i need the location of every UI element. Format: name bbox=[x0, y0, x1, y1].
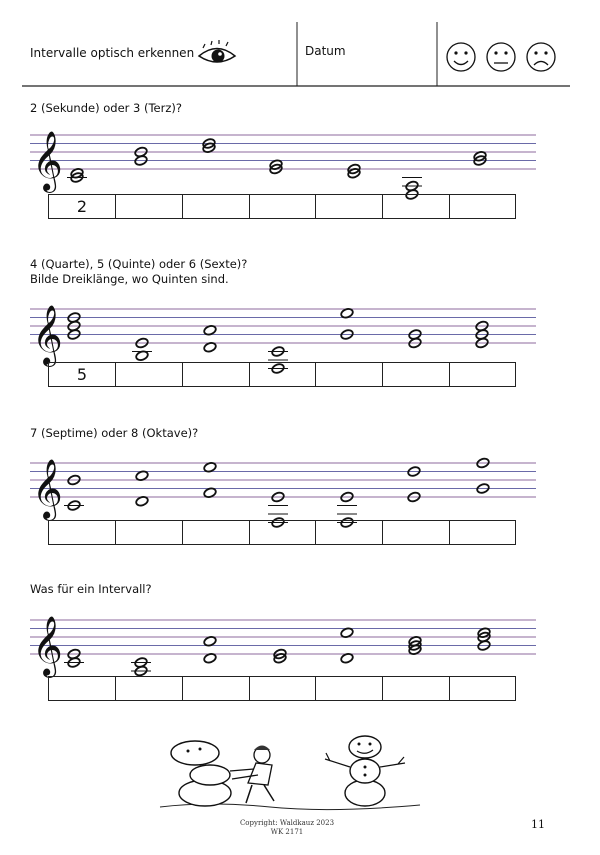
note-chord bbox=[477, 627, 491, 651]
answer-box[interactable] bbox=[250, 521, 317, 544]
answer-box[interactable] bbox=[49, 677, 116, 700]
note-chord bbox=[408, 329, 422, 349]
answer-box[interactable] bbox=[450, 195, 517, 218]
answer-box[interactable] bbox=[116, 677, 183, 700]
page-number: 11 bbox=[531, 818, 545, 831]
worksheet-title: Intervalle optisch erkennen bbox=[30, 46, 195, 60]
note-chord bbox=[131, 657, 151, 677]
answer-row bbox=[48, 676, 516, 701]
answer-box[interactable] bbox=[250, 677, 317, 700]
treble-clef-icon: 𝄞 bbox=[32, 459, 63, 519]
treble-clef-icon: 𝄞 bbox=[32, 616, 63, 676]
date-label: Datum bbox=[305, 44, 346, 58]
answer-box[interactable] bbox=[316, 677, 383, 700]
answer-box[interactable] bbox=[49, 521, 116, 544]
answer-box[interactable] bbox=[183, 195, 250, 218]
note-chord bbox=[408, 635, 422, 655]
answer-row bbox=[48, 362, 516, 387]
answer-box[interactable] bbox=[316, 521, 383, 544]
treble-clef-icon: 𝄞 bbox=[32, 131, 63, 191]
question-line: Was für ein Intervall? bbox=[30, 582, 152, 596]
answer-box[interactable] bbox=[383, 521, 450, 544]
copyright bbox=[0, 819, 574, 837]
note-chord bbox=[269, 159, 283, 175]
answer-box[interactable] bbox=[250, 195, 317, 218]
note-chord bbox=[64, 648, 84, 668]
answer-box[interactable] bbox=[383, 195, 450, 218]
answer-box[interactable] bbox=[183, 677, 250, 700]
copyright-line-1: Copyright: Waldkauz 2023 bbox=[239, 819, 335, 827]
answer-box[interactable] bbox=[316, 363, 383, 386]
note-chord bbox=[340, 307, 354, 340]
answer-box[interactable] bbox=[450, 363, 517, 386]
answer-box[interactable] bbox=[116, 195, 183, 218]
answer-box[interactable] bbox=[383, 677, 450, 700]
answer-box[interactable]: 2 bbox=[49, 195, 116, 218]
question-line: 4 (Quarte), 5 (Quinte) oder 6 (Sexte)? bbox=[30, 257, 248, 271]
note-chord bbox=[67, 167, 87, 183]
answer-box[interactable] bbox=[183, 363, 250, 386]
answer-box[interactable] bbox=[450, 521, 517, 544]
note-chord bbox=[203, 324, 217, 353]
answer-box[interactable] bbox=[383, 363, 450, 386]
treble-clef-icon: 𝄞 bbox=[32, 305, 63, 365]
answer-box[interactable] bbox=[250, 363, 317, 386]
smiley-happy-icon[interactable] bbox=[447, 43, 475, 71]
note-chord bbox=[347, 163, 361, 179]
answer-box[interactable]: 5 bbox=[49, 363, 116, 386]
eye-icon bbox=[199, 40, 235, 63]
note-chord bbox=[473, 150, 487, 166]
answer-box[interactable] bbox=[116, 521, 183, 544]
question-line: Bilde Dreiklänge, wo Quinten sind. bbox=[30, 272, 229, 286]
copyright-line-2: WK 2171 bbox=[270, 828, 304, 836]
answer-box[interactable] bbox=[116, 363, 183, 386]
question-line: 2 (Sekunde) oder 3 (Terz)? bbox=[30, 101, 182, 115]
answer-row bbox=[48, 520, 516, 545]
answer-row bbox=[48, 194, 516, 219]
smiley-sad-icon[interactable] bbox=[527, 43, 555, 71]
note-chord bbox=[273, 648, 287, 664]
answer-box[interactable] bbox=[316, 195, 383, 218]
question-line: 7 (Septime) oder 8 (Oktave)? bbox=[30, 426, 199, 440]
note-chord bbox=[132, 337, 152, 361]
smiley-neutral-icon[interactable] bbox=[487, 43, 515, 71]
note-chord bbox=[202, 138, 216, 154]
note-chord bbox=[203, 635, 217, 664]
note-chord bbox=[134, 146, 148, 166]
snowman-illustration bbox=[150, 735, 430, 815]
answer-box[interactable] bbox=[450, 677, 517, 700]
answer-box[interactable] bbox=[183, 521, 250, 544]
